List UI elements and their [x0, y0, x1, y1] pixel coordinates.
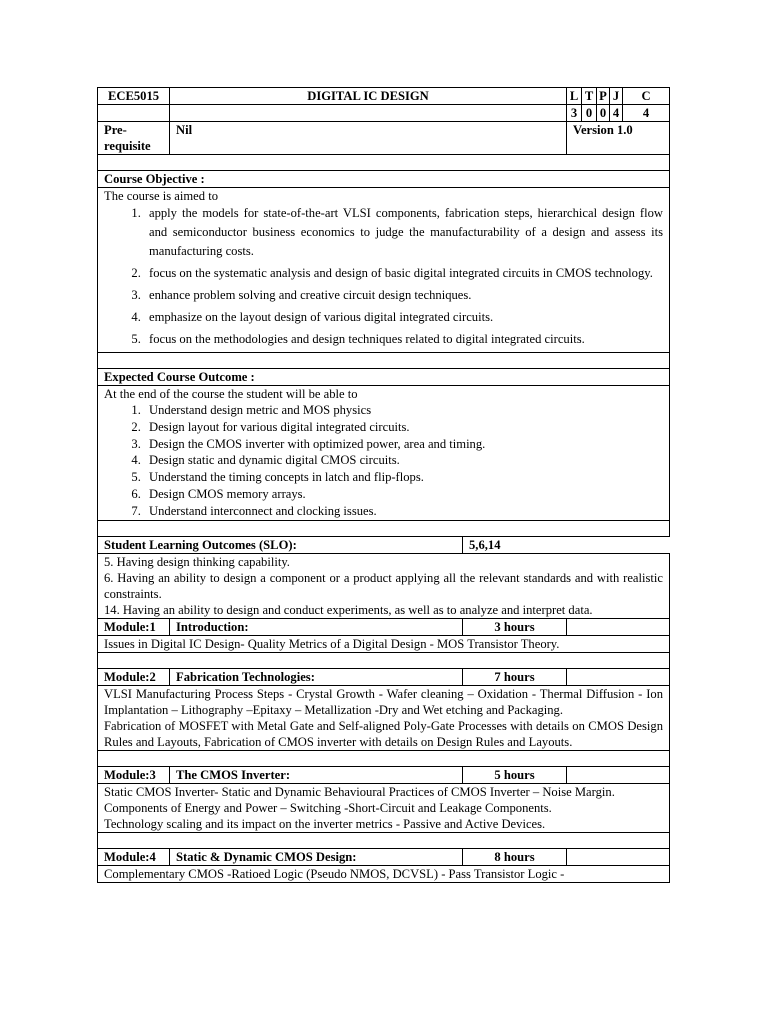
outcome-item: 1. Understand design metric and MOS physics — [144, 402, 663, 419]
ltpjc-value-l: 3 — [567, 105, 582, 122]
module-paragraph: Fabrication of MOSFET with Metal Gate and Self-aligned Poly-Gate Processes with details on CMOS Design Rules and Layouts, Fabrication of CMOS inverter with details on Design Rules and Layouts. — [104, 718, 664, 749]
ltpjc-value-p: 0 — [597, 105, 610, 122]
outcome-item: 5. Understand the timing concepts in latch and flip-flops. — [144, 469, 663, 486]
outcome-body — [98, 386, 670, 521]
spacer-row — [98, 520, 670, 536]
objective-item: 1. apply the models for state-of-the-art VLSI components, fabrication steps, hierarchical design flow and semiconductor business economics to judge the manufacturability of a design and assess its manufacturing costs. — [144, 204, 663, 261]
module-hours: 8 hours — [463, 848, 567, 865]
ltpjc-value-t: 0 — [582, 105, 597, 122]
objective-item: 3. enhance problem solving and creative circuit design techniques. — [144, 286, 663, 305]
module-paragraph: VLSI Manufacturing Process Steps - Crystal Growth - Wafer cleaning – Oxidation - Thermal Diffusion - Ion Implantation – Lithography –Epitaxy – Metallization -Dry and Wet etching and Packaging. — [104, 686, 664, 717]
ltpjc-value-j: 4 — [610, 105, 623, 122]
version-label: Version 1.0 — [567, 122, 670, 155]
ltpjc-value-c: 4 — [623, 105, 670, 122]
module-paragraph: Components of Energy and Power – Switching -Short-Circuit and Leakage Components. — [104, 800, 552, 815]
blank-cell — [567, 766, 670, 783]
outcome-list — [104, 402, 663, 520]
module-label: Module:1 — [98, 618, 170, 635]
module-paragraph: Issues in Digital IC Design- Quality Metrics of a Digital Design - MOS Transistor Theory. — [104, 636, 560, 651]
module-label: Module:2 — [98, 668, 170, 685]
slo-item: 6. Having an ability to design a component or a product applying all the relevant standards and with realistic constraints. — [104, 570, 664, 601]
module-title: Static & Dynamic CMOS Design: — [170, 848, 463, 865]
blank-cell — [567, 668, 670, 685]
slo-item: 5. Having design thinking capability. — [104, 554, 290, 569]
module-header-row — [98, 668, 670, 685]
module-title: Introduction: — [170, 618, 463, 635]
objective-item: 5. focus on the methodologies and design techniques related to digital integrated circuits. — [144, 330, 663, 349]
outcome-item: 3. Design the CMOS inverter with optimized power, area and timing. — [144, 436, 663, 453]
syllabus-sheet — [97, 87, 669, 883]
outcome-item: 4. Design static and dynamic digital CMOS circuits. — [144, 452, 663, 469]
slo-body — [98, 553, 670, 618]
slo-item: 14. Having an ability to design and conduct experiments, as well as to analyze and interpret data. — [104, 602, 593, 617]
course-title: DIGITAL IC DESIGN — [170, 88, 567, 105]
slo-value: 5,6,14 — [463, 536, 670, 553]
spacer-row — [98, 353, 670, 369]
spacer-row — [98, 750, 670, 766]
spacer-row — [98, 155, 670, 171]
blank-cell — [567, 848, 670, 865]
module-paragraph: Static CMOS Inverter- Static and Dynamic Behavioural Practices of CMOS Inverter – Noise Margin. — [104, 784, 615, 799]
course-code: ECE5015 — [98, 88, 170, 105]
module-hours: 5 hours — [463, 766, 567, 783]
prerequisite-value: Nil — [170, 122, 567, 155]
outcome-item: 7. Understand interconnect and clocking issues. — [144, 503, 663, 520]
module-content — [98, 635, 670, 652]
module-paragraph: Complementary CMOS -Ratioed Logic (Pseudo NMOS, DCVSL) - Pass Transistor Logic - — [104, 866, 565, 881]
objective-heading: Course Objective : — [98, 171, 670, 188]
module-header-row — [98, 618, 670, 635]
ltpjc-label-c: C — [623, 88, 670, 105]
objective-list — [104, 204, 663, 349]
blank-cell — [567, 618, 670, 635]
objective-item: 4. emphasize on the layout design of various digital integrated circuits. — [144, 308, 663, 327]
objective-intro: The course is aimed to — [104, 189, 219, 203]
outcome-heading: Expected Course Outcome : — [98, 369, 670, 386]
module-hours: 7 hours — [463, 668, 567, 685]
ltpjc-label-p: P — [597, 88, 610, 105]
module-paragraph: Technology scaling and its impact on the inverter metrics - Passive and Active Devices. — [104, 816, 546, 831]
module-content — [98, 865, 670, 882]
ltpjc-values-row — [98, 105, 670, 122]
blank-cell — [170, 105, 567, 122]
module-label: Module:3 — [98, 766, 170, 783]
syllabus-table — [97, 87, 670, 883]
module-content — [98, 783, 670, 832]
module-title: Fabrication Technologies: — [170, 668, 463, 685]
spacer-row — [98, 832, 670, 848]
prerequisite-row — [98, 122, 670, 155]
module-title: The CMOS Inverter: — [170, 766, 463, 783]
spacer-row — [98, 652, 670, 668]
slo-row — [98, 536, 670, 553]
outcome-intro: At the end of the course the student will be able to — [104, 387, 358, 401]
outcome-item: 6. Design CMOS memory arrays. — [144, 486, 663, 503]
slo-label: Student Learning Outcomes (SLO): — [98, 536, 463, 553]
module-label: Module:4 — [98, 848, 170, 865]
blank-cell — [98, 105, 170, 122]
prerequisite-label: Pre-requisite — [98, 122, 170, 155]
ltpjc-label-j: J — [610, 88, 623, 105]
header-row — [98, 88, 670, 105]
ltpjc-label-t: T — [582, 88, 597, 105]
objective-item: 2. focus on the systematic analysis and design of basic digital integrated circuits in CMOS technology. — [144, 264, 663, 283]
module-content — [98, 685, 670, 750]
module-header-row — [98, 848, 670, 865]
objective-body — [98, 188, 670, 353]
module-hours: 3 hours — [463, 618, 567, 635]
module-header-row — [98, 766, 670, 783]
ltpjc-label-l: L — [567, 88, 582, 105]
outcome-item: 2. Design layout for various digital integrated circuits. — [144, 419, 663, 436]
